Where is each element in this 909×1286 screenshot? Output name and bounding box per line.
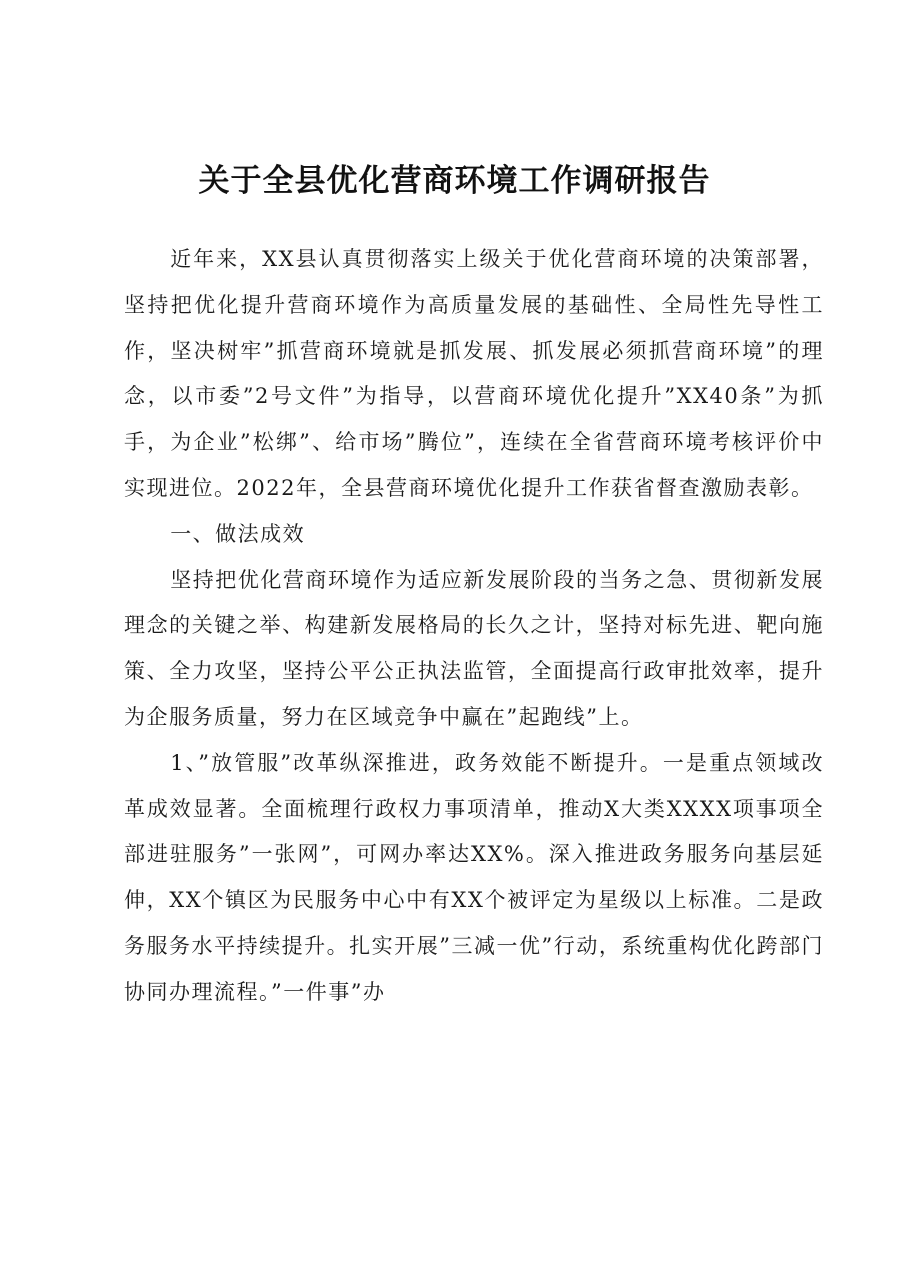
document-body xyxy=(124,237,824,1016)
intro-paragraph: 近年来，XX县认真贯彻落实上级关于优化营商环境的决策部署，坚持把优化提升营商环境作为高质量发展的基础性、全局性先导性工作，坚决树牢”抓营商环境就是抓发展、抓发展必须抓营商环境”的理念，以市委”2号文件”为指导，以营商环境优化提升”XX40条”为抓手，为企业”松绑”、给市场”腾位”，连续在全省营商环境考核评价中实现进位。2022年，全县营商环境优化提升工作获省督查激励表彰。 xyxy=(124,247,824,500)
subsection-paragraph: 1、”放管服”改革纵深推进，政务效能不断提升。一是重点领域改革成效显著。全面梳理行政权力事项清单，推动X大类XXXX项事项全部进驻服务”一张网”，可网办率达XX%。深入推进政务服务向基层延伸，XX个镇区为民服务中心中有XX个被评定为星级以上标准。二是政务服务水平持续提升。扎实开展”三减一优”行动，系统重构优化跨部门协同办理流程。”一件事”办 xyxy=(124,750,824,1004)
section-heading: 一、做法成效 xyxy=(170,521,306,546)
document-title: 关于全县优化营商环境工作调研报告 xyxy=(198,163,711,199)
section-paragraph: 坚持把优化营商环境作为适应新发展阶段的当务之急、贯彻新发展理念的关键之举、构建新发展格局的长久之计，坚持对标先进、靶向施策、全力攻坚，坚持公平公正执法监管，全面提高行政审批效率，提升为企服务质量，努力在区域竞争中赢在”起跑线”上。 xyxy=(124,567,824,729)
